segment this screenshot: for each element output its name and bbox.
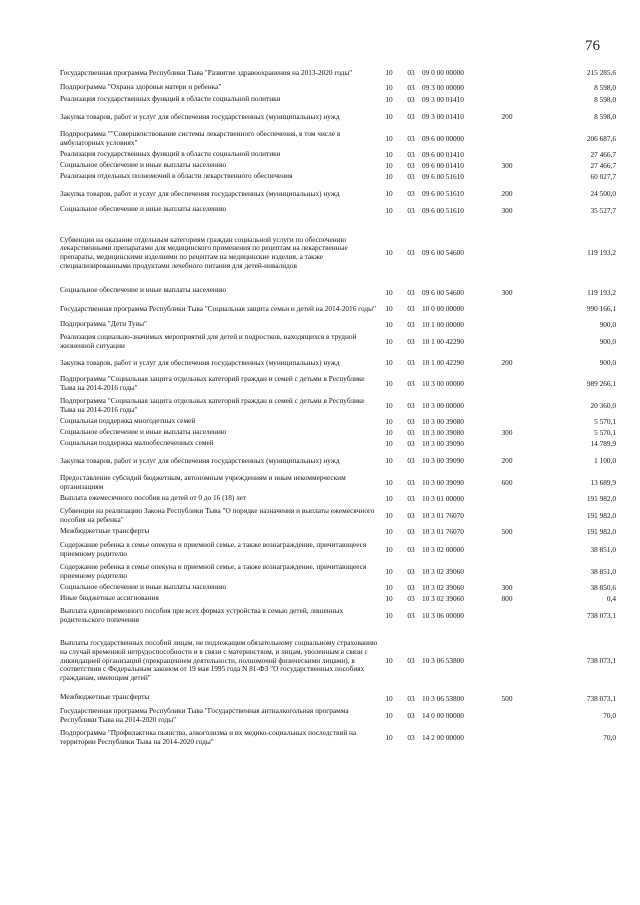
expense-type-code	[492, 725, 522, 747]
expense-type-code: 300	[501, 428, 513, 438]
subsection-code: 03	[407, 439, 415, 449]
amount: 8 598,0	[594, 95, 616, 105]
subsection-code: 03	[407, 288, 415, 298]
expense-type-code	[492, 492, 522, 504]
expense-type-code: 500	[501, 527, 513, 537]
section-code: 10	[385, 357, 393, 367]
budget-item-name: Предоставление субсидий бюджетным, автономным учреждениям и иным некоммерческим организациям	[60, 473, 346, 491]
subsection-code: 03	[407, 710, 415, 720]
table-row	[60, 470, 616, 492]
budget-item-name: Подпрограмма "Социальная защита отдельных категорий граждан и семей с детьми в Республике Тыва на 2014-2016 годы"	[60, 396, 365, 414]
amount: 191 982,0	[586, 510, 616, 520]
section-code: 10	[385, 494, 393, 504]
section-code: 10	[385, 172, 393, 182]
section-code: 10	[385, 320, 393, 330]
target-article-code: 09 6 00 01410	[422, 150, 464, 160]
subsection-code: 03	[407, 544, 415, 554]
section-code: 10	[385, 439, 393, 449]
target-article-code: 10 3 00 39090	[422, 455, 464, 465]
section-code: 10	[385, 206, 393, 216]
subsection-code: 03	[407, 594, 415, 604]
target-article-code: 09 6 00 54600	[422, 247, 464, 257]
budget-item-name: Социальное обеспечение и иные выплаты населению	[60, 160, 227, 170]
amount: 990 166,1	[586, 303, 616, 313]
expense-type-code: 200	[501, 455, 513, 465]
expense-type-code	[492, 318, 522, 330]
subsection-code: 03	[407, 247, 415, 257]
amount: 215 285,6	[586, 67, 616, 77]
table-row	[60, 283, 616, 298]
expense-type-code	[492, 298, 522, 318]
target-article-code: 10 3 01 76070	[422, 527, 464, 537]
target-article-code: 10 3 02 39060	[422, 566, 464, 576]
page-number: 76	[585, 38, 600, 54]
subsection-code: 03	[407, 400, 415, 410]
budget-item-name: Подпрограмма "Профилактика пьянства, алкоголизма и их медико-социальных последствий на территории Республики Тыва на 2014-2020 годы"	[60, 728, 357, 746]
amount: 119 193,2	[587, 288, 616, 298]
target-article-code: 10 3 00 39080	[422, 417, 464, 427]
expense-type-code	[492, 504, 522, 525]
expense-type-code	[492, 604, 522, 625]
table-row	[60, 537, 616, 559]
amount: 119 193,2	[587, 247, 616, 257]
target-article-code: 09 6 00 00000	[422, 133, 464, 143]
subsection-code: 03	[407, 566, 415, 576]
expense-type-code	[492, 537, 522, 559]
expense-type-code: 600	[501, 477, 513, 487]
target-article-code: 09 0 00 00000	[422, 67, 464, 77]
amount: 24 500,0	[590, 188, 616, 198]
amount: 38 851,0	[590, 544, 616, 554]
subsection-code: 03	[407, 133, 415, 143]
table-row	[60, 492, 616, 504]
target-article-code: 10 3 02 00000	[422, 544, 464, 554]
expense-type-code	[492, 372, 522, 393]
amount: 70,0	[603, 710, 616, 720]
table-row	[60, 725, 616, 747]
subsection-code: 03	[407, 455, 415, 465]
subsection-code: 03	[407, 83, 415, 93]
budget-item-name: Государственная программа Республики Тыва "Государственная антиалкогольная программа Республики Тыва на 2014-2020 годы"	[60, 706, 349, 724]
amount: 900,0	[599, 357, 616, 367]
section-code: 10	[385, 417, 393, 427]
section-code: 10	[385, 111, 393, 121]
table-row	[60, 625, 616, 690]
table-row	[60, 504, 616, 525]
section-code: 10	[385, 583, 393, 593]
budget-item-name: Социальная поддержка малообеспеченных семей	[60, 438, 214, 448]
table-row	[60, 298, 616, 318]
target-article-code: 09 6 00 51610	[422, 172, 464, 182]
table-row	[60, 449, 616, 470]
target-article-code: 10 3 00 39080	[422, 428, 464, 438]
subsection-code: 03	[407, 150, 415, 160]
amount: 738 073,1	[586, 694, 616, 704]
table-row	[60, 182, 616, 203]
table-row	[60, 593, 616, 604]
expense-type-code	[492, 704, 522, 725]
section-code: 10	[385, 288, 393, 298]
budget-item-name: Содержание ребенка в семье опекуна и приемной семье, а также вознаграждение, причитающееся приемному родителю	[60, 562, 367, 580]
section-code: 10	[385, 544, 393, 554]
budget-item-name: Государственная программа Республики Тыва "Развитие здравоохранения на 2013-2020 годы"	[60, 67, 353, 77]
budget-item-name: Реализация социально-значимых мероприятий для детей и подростков, находящихся в трудной жизненной ситуации	[60, 332, 357, 350]
amount: 13 689,9	[590, 477, 616, 487]
amount: 738 073,1	[586, 655, 616, 665]
expense-type-code: 300	[501, 583, 513, 593]
table-row	[60, 148, 616, 160]
budget-item-name: Закупка товаров, работ и услуг для обеспечения государственных (муниципальных) нужд	[60, 188, 340, 198]
table-row	[60, 160, 616, 171]
target-article-code: 09 6 00 54600	[422, 288, 464, 298]
section-code: 10	[385, 510, 393, 520]
target-article-code: 10 3 00 00000	[422, 400, 464, 410]
expense-type-code	[492, 148, 522, 160]
table-row	[60, 351, 616, 372]
budget-item-name: Социальная поддержка многодетных семей	[60, 415, 196, 425]
table-row	[60, 704, 616, 725]
budget-item-name: Государственная программа Республики Тыва "Социальная защита семьи и детей на 2014-2016 годы"	[60, 303, 377, 313]
budget-item-name: Закупка товаров, работ и услуг для обеспечения государственных (муниципальных) нужд	[60, 357, 340, 367]
target-article-code: 10 1 00 42290	[422, 336, 464, 346]
subsection-code: 03	[407, 610, 415, 620]
table-row	[60, 415, 616, 427]
expense-type-code	[492, 93, 522, 105]
budget-item-name: Содержание ребенка в семье опекуна и приемной семье, а также вознаграждение, причитающееся приемному родителю	[60, 540, 367, 558]
target-article-code: 10 3 06 53800	[422, 655, 464, 665]
expense-type-code: 500	[501, 694, 513, 704]
amount: 5 570,1	[594, 428, 616, 438]
subsection-code: 03	[407, 172, 415, 182]
subsection-code: 03	[407, 67, 415, 77]
expense-type-code	[492, 171, 522, 182]
budget-item-name: Выплаты государственных пособий лицам, не подлежащим обязательному социальному страхованию на случай временной нетрудоспособности и в связи с материнством, и лицам, уволенным в связи с ликвидацией организаций (прекращением деятельности, полномочий физическими лицами), в соответствии с Федеральным законом от 19 мая 1995 года N 81-ФЗ "О государственных пособиях гражданам, имеющим детей"	[60, 638, 378, 683]
table-row	[60, 525, 616, 537]
target-article-code: 10 0 00 00000	[422, 303, 464, 313]
budget-item-name: Субвенции на оказание отдельным категориям граждан социальной услуги по обеспечению лекарственными препаратами для медицинского применения по рецептам на лекарственные препараты, медицинскими изделиями по рецептам на медицинские изделия, а также специализированными продуктами лечебного питания для детей-инвалидов	[60, 234, 348, 270]
budget-item-name: Социальное обеспечение и иные выплаты населению	[60, 581, 227, 591]
amount: 738 073,1	[586, 610, 616, 620]
amount: 70,0	[603, 732, 616, 742]
section-code: 10	[385, 610, 393, 620]
table-row	[60, 690, 616, 704]
target-article-code: 09 6 00 51610	[422, 188, 464, 198]
target-article-code: 10 3 02 39060	[422, 583, 464, 593]
table-row	[60, 427, 616, 438]
subsection-code: 03	[407, 477, 415, 487]
subsection-code: 03	[407, 357, 415, 367]
target-article-code: 10 3 06 00000	[422, 610, 464, 620]
target-article-code: 10 3 00 39090	[422, 477, 464, 487]
target-article-code: 14 0 00 00000	[422, 710, 464, 720]
expense-type-code: 200	[501, 111, 513, 121]
budget-item-name: Подпрограмма ""Совершенствование системы лекарственного обеспечения, в том числе в амбулаторных условиях"	[60, 129, 341, 147]
expense-type-code	[492, 126, 522, 148]
amount: 206 687,6	[586, 133, 616, 143]
amount: 191 982,0	[586, 527, 616, 537]
table-row	[60, 105, 616, 126]
budget-table	[60, 64, 616, 747]
subsection-code: 03	[407, 188, 415, 198]
target-article-code: 10 3 01 00000	[422, 494, 464, 504]
target-article-code: 10 1 00 42290	[422, 357, 464, 367]
target-article-code: 10 1 00 00000	[422, 320, 464, 330]
expense-type-code: 800	[501, 594, 513, 604]
section-code: 10	[385, 428, 393, 438]
expense-type-code: 200	[501, 357, 513, 367]
table-row	[60, 171, 616, 182]
budget-item-name: Реализация отдельных полномочий в области лекарственного обеспечения	[60, 171, 293, 181]
section-code: 10	[385, 95, 393, 105]
section-code: 10	[385, 455, 393, 465]
section-code: 10	[385, 336, 393, 346]
budget-item-name: Социальное обеспечение и иные выплаты населению	[60, 204, 227, 214]
amount: 8 598,0	[594, 111, 616, 121]
budget-item-name: Субвенции на реализацию Закона Республики Тыва "О порядке назначения и выплаты ежемесячного пособия на ребенка"	[60, 506, 375, 524]
subsection-code: 03	[407, 732, 415, 742]
expense-type-code	[492, 82, 522, 93]
amount: 27 466,7	[590, 161, 616, 171]
expense-type-code: 300	[501, 288, 513, 298]
amount: 5 570,1	[594, 417, 616, 427]
budget-item-name: Закупка товаров, работ и услуг для обеспечения государственных (муниципальных) нужд	[60, 111, 340, 121]
expense-type-code	[492, 393, 522, 415]
subsection-code: 03	[407, 527, 415, 537]
section-code: 10	[385, 694, 393, 704]
budget-item-name: Межбюджетные трансферты	[60, 525, 150, 535]
subsection-code: 03	[407, 111, 415, 121]
section-code: 10	[385, 710, 393, 720]
target-article-code: 09 6 00 51610	[422, 206, 464, 216]
subsection-code: 03	[407, 494, 415, 504]
budget-item-name: Межбюджетные трансферты	[60, 691, 150, 701]
subsection-code: 03	[407, 428, 415, 438]
subsection-code: 03	[407, 320, 415, 330]
table-row	[60, 126, 616, 148]
budget-item-name: Выплата ежемесячного пособия на детей от 0 до 16 (18) лет	[60, 492, 247, 502]
expense-type-code: 300	[501, 206, 513, 216]
table-row	[60, 393, 616, 415]
budget-item-name: Реализация государственных функций в области социальной политики	[60, 93, 281, 103]
section-code: 10	[385, 400, 393, 410]
amount: 8 598,0	[594, 83, 616, 93]
subsection-code: 03	[407, 417, 415, 427]
subsection-code: 03	[407, 510, 415, 520]
amount: 989 266,1	[586, 378, 616, 388]
expense-type-code	[492, 216, 522, 283]
amount: 20 360,0	[590, 400, 616, 410]
expense-type-code	[492, 559, 522, 581]
budget-item-name: Социальное обеспечение и иные выплаты населению	[60, 427, 227, 437]
target-article-code: 10 3 01 76070	[422, 510, 464, 520]
subsection-code: 03	[407, 95, 415, 105]
table-row	[60, 330, 616, 351]
section-code: 10	[385, 150, 393, 160]
section-code: 10	[385, 161, 393, 171]
section-code: 10	[385, 67, 393, 77]
target-article-code: 09 3 00 00000	[422, 83, 464, 93]
table-row	[60, 604, 616, 625]
section-code: 10	[385, 477, 393, 487]
subsection-code: 03	[407, 206, 415, 216]
section-code: 10	[385, 247, 393, 257]
expense-type-code	[492, 438, 522, 449]
section-code: 10	[385, 83, 393, 93]
subsection-code: 03	[407, 378, 415, 388]
budget-item-name: Выплата единовременного пособия при всех формах устройства в семью детей, лишенных родительского попечения	[60, 606, 344, 624]
budget-item-name: Подпрограмма "Дети Тувы"	[60, 318, 148, 328]
expense-type-code	[492, 330, 522, 351]
amount: 0,4	[606, 594, 616, 604]
table-row	[60, 438, 616, 449]
budget-item-name: Подпрограмма "Охрана здоровья матери и ребенка"	[60, 82, 222, 92]
section-code: 10	[385, 594, 393, 604]
expense-type-code	[492, 625, 522, 690]
amount: 35 527,7	[590, 206, 616, 216]
table-row	[60, 216, 616, 283]
subsection-code: 03	[407, 161, 415, 171]
table-row	[60, 203, 616, 216]
expense-type-code	[492, 415, 522, 427]
table-row	[60, 64, 616, 82]
subsection-code: 03	[407, 583, 415, 593]
target-article-code: 10 3 02 39060	[422, 594, 464, 604]
section-code: 10	[385, 566, 393, 576]
section-code: 10	[385, 378, 393, 388]
target-article-code: 10 3 00 00000	[422, 378, 464, 388]
amount: 38 851,0	[590, 566, 616, 576]
section-code: 10	[385, 732, 393, 742]
target-article-code: 09 6 00 01410	[422, 161, 464, 171]
amount: 27 466,7	[590, 150, 616, 160]
budget-item-name: Реализация государственных функций в области социальной политики	[60, 148, 281, 158]
amount: 38 850,6	[590, 583, 616, 593]
target-article-code: 09 3 00 01410	[422, 95, 464, 105]
subsection-code: 03	[407, 655, 415, 665]
target-article-code: 10 3 06 53800	[422, 694, 464, 704]
amount: 1 100,0	[594, 455, 616, 465]
subsection-code: 03	[407, 694, 415, 704]
table-row	[60, 318, 616, 330]
table-row	[60, 372, 616, 393]
budget-item-name: Социальное обеспечение и иные выплаты населению	[60, 285, 227, 295]
amount: 60 027,7	[590, 172, 616, 182]
section-code: 10	[385, 527, 393, 537]
amount: 900,0	[599, 320, 616, 330]
table-row	[60, 93, 616, 105]
budget-item-name: Подпрограмма "Социальная защита отдельных категорий граждан и семей с детьми в Республике Тыва на 2014-2016 годы"	[60, 374, 365, 392]
table-row	[60, 559, 616, 581]
expense-type-code: 300	[501, 161, 513, 171]
target-article-code: 10 3 00 39090	[422, 439, 464, 449]
subsection-code: 03	[407, 336, 415, 346]
expense-type-code: 200	[501, 188, 513, 198]
amount: 191 982,0	[586, 494, 616, 504]
section-code: 10	[385, 133, 393, 143]
table-row	[60, 581, 616, 593]
subsection-code: 03	[407, 303, 415, 313]
budget-item-name: Закупка товаров, работ и услуг для обеспечения государственных (муниципальных) нужд	[60, 455, 340, 465]
budget-item-name: Иные бюджетные ассигнования	[60, 593, 159, 603]
section-code: 10	[385, 188, 393, 198]
section-code: 10	[385, 655, 393, 665]
section-code: 10	[385, 303, 393, 313]
amount: 14 789,9	[590, 439, 616, 449]
expense-type-code	[492, 64, 522, 82]
target-article-code: 09 3 00 01410	[422, 111, 464, 121]
target-article-code: 14 2 00 00000	[422, 732, 464, 742]
table-row	[60, 82, 616, 93]
amount: 900,0	[599, 336, 616, 346]
budget-table-body	[60, 64, 616, 747]
